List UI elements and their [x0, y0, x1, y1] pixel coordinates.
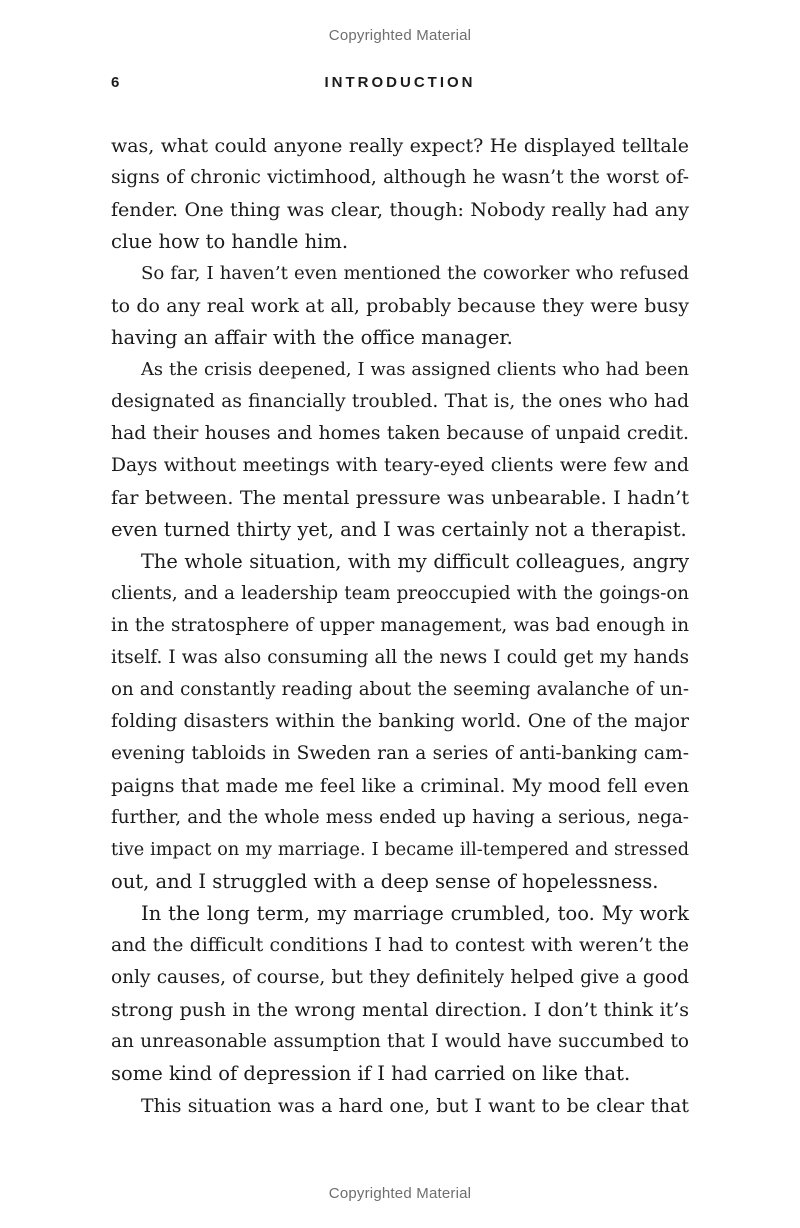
copyright-watermark-bottom: Copyrighted Material [328, 1185, 472, 1202]
running-header [111, 74, 689, 96]
text-line: signs of chronic victimhood, although he wasn’t the worst of- [111, 167, 689, 188]
text-line: out, and I struggled with a deep sense of hopelessness. [111, 870, 659, 893]
text-line: to do any real work at all, probably because they were busy [111, 295, 689, 317]
page-number: 6 [111, 74, 120, 91]
text-line: far between. The mental pressure was unbearable. I hadn’t [111, 487, 689, 509]
text-line: designated as financially troubled. That is, the ones who had [111, 391, 689, 412]
text-line: evening tabloids in Sweden ran a series of anti-banking cam- [111, 743, 689, 764]
body-text [111, 130, 689, 1122]
text-line: tive impact on my marriage. I became ill-tempered and stressed [111, 840, 689, 860]
text-line: So far, I haven’t even mentioned the coworker who refused [141, 263, 689, 284]
text-line: some kind of depression if I had carried on like that. [111, 1062, 631, 1085]
text-line: had their houses and homes taken because of unpaid credit. [111, 423, 689, 444]
text-line: in the stratosphere of upper management, was bad enough in [111, 615, 689, 636]
text-line: further, and the whole mess ended up having a serious, nega- [111, 807, 689, 828]
text-line: Days without meetings with teary-eyed clients were few and [111, 455, 689, 476]
text-line: clients, and a leadership team preoccupied with the goings-on [111, 583, 689, 604]
text-line: paigns that made me feel like a criminal. My mood fell even [111, 775, 689, 797]
text-line: itself. I was also consuming all the news I could get my hands [111, 647, 689, 668]
text-line: even turned thirty yet, and I was certainly not a therapist. [111, 518, 687, 541]
chapter-title: INTRODUCTION [324, 74, 476, 91]
text-line: In the long term, my marriage crumbled, too. My work [141, 902, 689, 925]
text-line: having an affair with the office manager. [111, 326, 513, 349]
text-line: an unreasonable assumption that I would have succumbed to [111, 1031, 689, 1052]
text-line: clue how to handle him. [111, 230, 349, 253]
text-line: was, what could anyone really expect? He displayed telltale [111, 135, 689, 157]
text-line: This situation was a hard one, but I want to be clear that [141, 1095, 689, 1117]
text-line: and the difficult conditions I had to contest with weren’t the [111, 935, 689, 956]
text-line: fender. One thing was clear, though: Nobody really had any [111, 199, 689, 221]
text-line: As the crisis deepened, I was assigned clients who had been [141, 359, 689, 380]
text-line: strong push in the wrong mental direction. I don’t think it’s [111, 999, 689, 1021]
text-line: The whole situation, with my difficult colleagues, angry [141, 550, 689, 573]
text-line: only causes, of course, but they definitely helped give a good [111, 967, 689, 988]
text-line: folding disasters within the banking world. One of the major [111, 711, 689, 732]
text-line: on and constantly reading about the seeming avalanche of un- [111, 679, 689, 700]
copyright-watermark-top: Copyrighted Material [328, 27, 472, 44]
